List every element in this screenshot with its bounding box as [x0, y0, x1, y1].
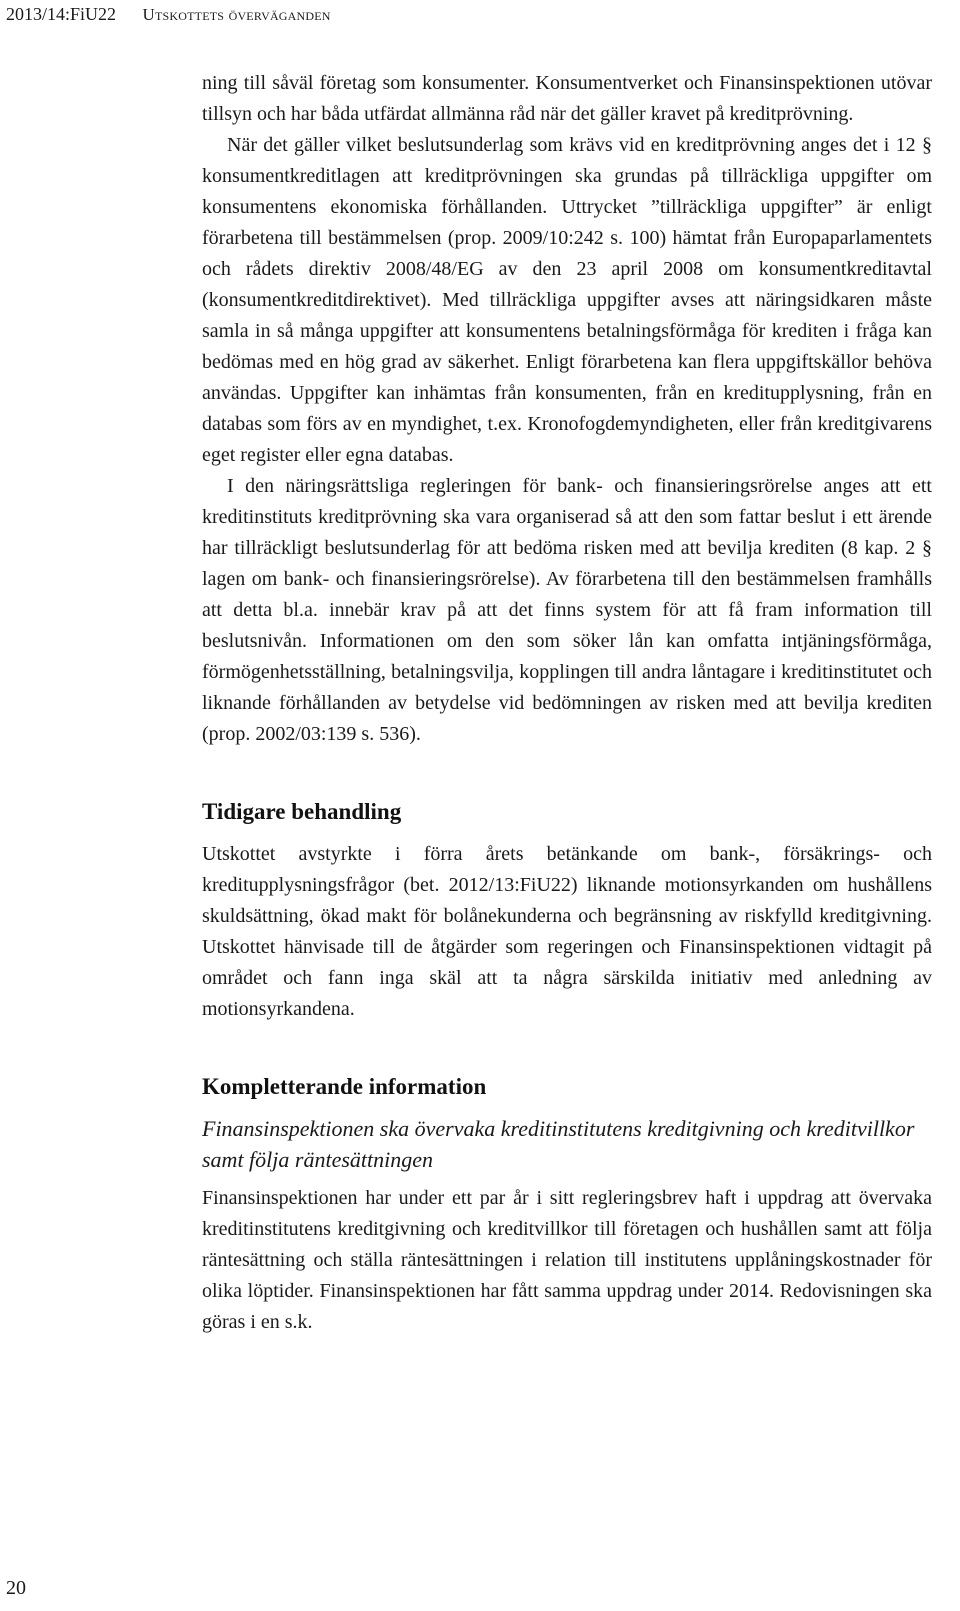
- section-title: Utskottets överväganden: [142, 5, 331, 24]
- paragraph-regleringsbrev: Finansinspektionen har under ett par år i sitt regleringsbrev haft i uppdrag att övervaka kreditinstitutens kreditgivning och kreditvillkor till företagen och hushållen samt att följa räntesättning och ställa räntesättningen i relation till institutens upplåningskostnader för olika löptider. Finansinspektionen har fått samma uppdrag under 2014. Redovisningen ska göras i en s.k.: [202, 1187, 932, 1333]
- heading-spacer: [202, 827, 932, 839]
- subheading-spacer: [202, 1175, 932, 1183]
- document-reference: 2013/14:FiU22: [6, 4, 117, 24]
- running-head: [6, 3, 331, 26]
- heading-tidigare-behandling: Tidigare behandling: [202, 799, 402, 824]
- section-spacer: [202, 750, 932, 797]
- heading-spacer: [202, 1102, 932, 1113]
- paragraph-continuation: ning till såväl företag som konsumenter. Konsumentverket och Finansinspektionen utövar tillsyn och har båda utfärdat allmänna råd när det gäller kravet på kreditprövning.: [202, 72, 932, 125]
- page-body: [202, 68, 932, 1338]
- page-number: 20: [6, 1577, 26, 1599]
- heading-kompletterande-information: Kompletterande information: [202, 1074, 487, 1099]
- paragraph-tidigare-behandling: Utskottet avstyrkte i förra årets betänkande om bank-, försäkrings- och kreditupplysningsfrågor (bet. 2012/13:FiU22) liknande motionsyrkanden om hushållens skuldsättning, ökad makt för bolånekunderna och begränsning av riskfylld kreditgivning. Utskottet hänvisade till de åtgärder som regeringen och Finansinspektionen vidtagit på området och fann inga skäl att ta några särskilda initiativ med anledning av motionsyrkandena.: [202, 843, 932, 1020]
- paragraph-beslutsunderlag: När det gäller vilket beslutsunderlag som krävs vid en kreditprövning anges det i 12 § konsumentkreditlagen att kreditprövningen ska grundas på tillräckliga uppgifter om konsumentens ekonomiska förhållanden. Uttrycket ”tillräckliga uppgifter” är enligt förarbetena till bestämmelsen (prop. 2009/10:242 s. 100) hämtat från Europaparlamentets och rådets direktiv 2008/48/EG av den 23 april 2008 om konsumentkreditavtal (konsumentkreditdirektivet). Med tillräckliga uppgifter avses att näringsidkaren måste samla in så många uppgifter att konsumentens betalningsförmåga för krediten i fråga kan bedömas med en hög grad av säkerhet. Enligt förarbetena kan flera uppgiftskällor behöva användas. Uppgifter kan inhämtas från konsumenten, från en kreditupplysning, från en databas som förs av en myndighet, t.ex. Kronofogdemyndigheten, eller från kreditgivarens eget register eller egna databas.: [202, 134, 932, 466]
- subheading-finansinspektionen: Finansinspektionen ska övervaka kreditinstitutens kreditgivning och kreditvillkor samt följa räntesättningen: [202, 1116, 915, 1172]
- section-spacer: [202, 1025, 932, 1072]
- paragraph-naringsrattslig-reglering: I den näringsrättsliga regleringen för bank- och finansieringsrörelse anges att ett kreditinstituts kreditprövning ska vara organiserad så att den som fattar beslut i ett ärende har tillräckligt beslutsunderlag för att bedöma risken med att bevilja krediten (8 kap. 2 § lagen om bank- och finansieringsrörelse). Av förarbetena till den bestämmelsen framhålls att detta bl.a. innebär krav på att det finns system för att få fram information till beslutsnivån. Informationen om den som söker lån kan omfatta intjäningsförmåga, förmögenhetsställning, betalningsvilja, kopplingen till andra låntagare i kreditinstitutet och liknande förhållanden av betydelse vid bedömningen av risken med att bevilja krediten (prop. 2002/03:139 s. 536).: [202, 475, 932, 745]
